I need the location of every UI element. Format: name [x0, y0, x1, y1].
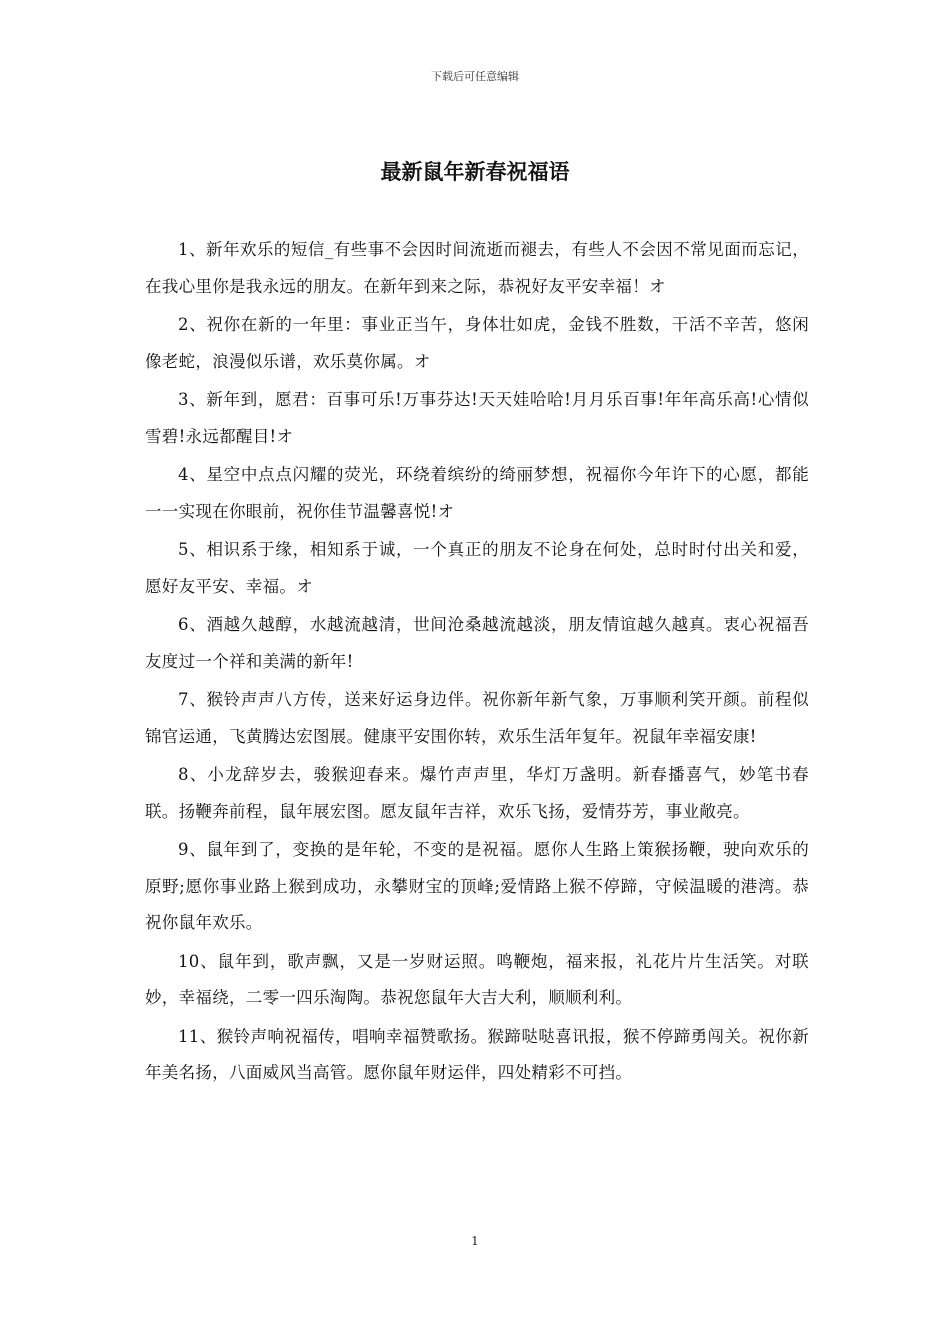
page-number: 1 [471, 1234, 479, 1248]
header-note: 下载后可任意编辑 [431, 70, 519, 83]
paragraph-8: 8、小龙辞岁去，骏猴迎春来。爆竹声声里，华灯万盏明。新春播喜气，妙笔书春联。扬鞭奔前程，鼠年展宏图。愿友鼠年吉祥，欢乐飞扬，爱情芬芳，事业敞亮。 [145, 765, 809, 821]
paragraph-11: 11、猴铃声响祝福传，唱响幸福赞歌扬。猴蹄哒哒喜讯报，猴不停蹄勇闯关。祝你新年美名扬，八面威风当高管。愿你鼠年财运伴，四处精彩不可挡。 [145, 1026, 809, 1082]
document-body [145, 232, 809, 1094]
document-title: 最新鼠年新春祝福语 [380, 159, 570, 184]
paragraph-1: 1、新年欢乐的短信_有些事不会因时间流逝而褪去，有些人不会因不常见面而忘记，在我心里你是我永远的朋友。在新年到来之际，恭祝好友平安幸福！オ [145, 240, 809, 296]
paragraph-9: 9、鼠年到了，变换的是年轮，不变的是祝福。愿你人生路上策猴扬鞭，驶向欢乐的原野;愿你事业路上猴到成功，永攀财宝的顶峰;爱情路上猴不停蹄，守候温暖的港湾。恭祝你鼠年欢乐。 [145, 840, 809, 932]
paragraph-5: 5、相识系于缘，相知系于诚，一个真正的朋友不论身在何处，总时时付出关和爱，愿好友平安、幸福。オ [145, 540, 809, 596]
paragraph-6: 6、酒越久越醇，水越流越清，世间沧桑越流越淡，朋友情谊越久越真。衷心祝福吾友度过一个祥和美满的新年! [145, 615, 809, 671]
paragraph-3: 3、新年到，愿君：百事可乐!万事芬达!天天娃哈哈!月月乐百事!年年高乐高!心情似雪碧!永远都醒目!オ [145, 390, 809, 446]
paragraph-10: 10、鼠年到，歌声飘，又是一岁财运照。鸣鞭炮，福来报，礼花片片生活笑。对联妙，幸福绕，二零一四乐淘陶。恭祝您鼠年大吉大利，顺顺利利。 [145, 951, 809, 1007]
paragraph-4: 4、星空中点点闪耀的荧光，环绕着缤纷的绮丽梦想，祝福你今年许下的心愿，都能一一实现在你眼前，祝你佳节温馨喜悦!オ [145, 465, 809, 521]
paragraph-7: 7、猴铃声声八方传，送来好运身边伴。祝你新年新气象，万事顺利笑开颜。前程似锦官运通，飞黄腾达宏图展。健康平安围你转，欢乐生活年复年。祝鼠年幸福安康! [145, 690, 809, 746]
paragraph-2: 2、祝你在新的一年里：事业正当午，身体壮如虎，金钱不胜数，干活不辛苦，悠闲像老蛇，浪漫似乐谱，欢乐莫你属。オ [145, 315, 809, 371]
